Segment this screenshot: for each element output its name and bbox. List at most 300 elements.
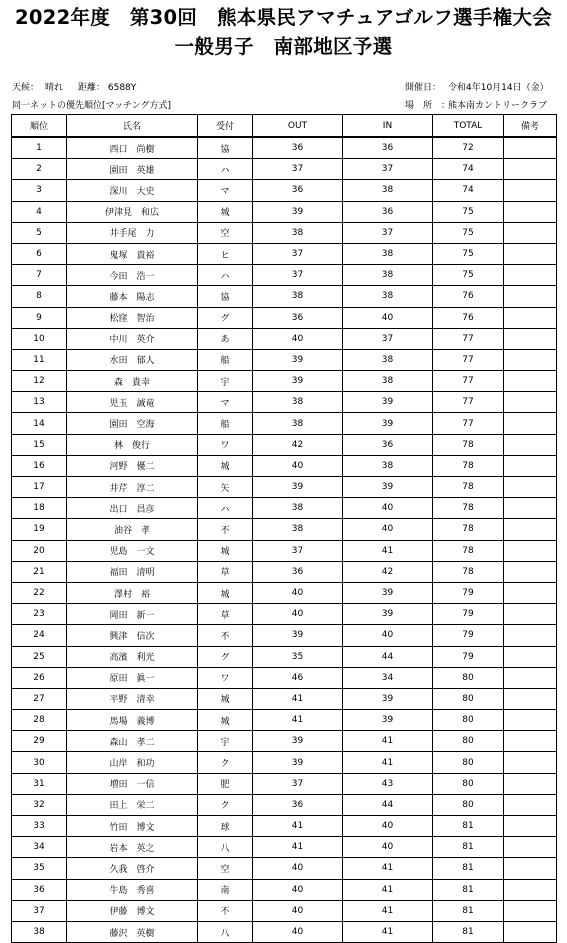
in-score-cell: 38 <box>343 455 433 476</box>
club-cell: 球 <box>198 816 253 837</box>
player-name-cell: 岡田 新一 <box>67 604 198 625</box>
remarks-cell <box>504 307 557 328</box>
total-score-cell: 78 <box>433 498 504 519</box>
rank-cell: 24 <box>12 625 67 646</box>
total-score-cell: 79 <box>433 646 504 667</box>
club-cell: 城 <box>198 688 253 709</box>
out-score-cell: 39 <box>253 371 343 392</box>
total-score-cell: 80 <box>433 794 504 815</box>
table-row <box>12 455 557 476</box>
table-row <box>12 837 557 858</box>
table-row <box>12 180 557 201</box>
in-score-cell: 38 <box>343 371 433 392</box>
player-name-cell: 出口 昌彦 <box>67 498 198 519</box>
out-score-cell: 35 <box>253 646 343 667</box>
col-name-header: 氏名 <box>67 115 198 138</box>
table-row <box>12 561 557 582</box>
club-cell: 肥 <box>198 773 253 794</box>
in-score-cell: 36 <box>343 201 433 222</box>
club-cell: 城 <box>198 540 253 561</box>
col-remarks-header: 備考 <box>504 115 557 138</box>
total-score-cell: 75 <box>433 265 504 286</box>
in-score-cell: 39 <box>343 604 433 625</box>
club-cell: ワ <box>198 434 253 455</box>
date-label: 開催日： <box>405 83 442 93</box>
table-row <box>12 307 557 328</box>
table-row <box>12 604 557 625</box>
table-row <box>12 413 557 434</box>
club-cell: 城 <box>198 710 253 731</box>
club-cell: 城 <box>198 455 253 476</box>
rank-cell: 17 <box>12 477 67 498</box>
player-name-cell: 河野 優二 <box>67 455 198 476</box>
col-in-header: IN <box>343 115 433 138</box>
club-cell: 不 <box>198 900 253 921</box>
in-score-cell: 41 <box>343 900 433 921</box>
out-score-cell: 40 <box>253 858 343 879</box>
remarks-cell <box>504 752 557 773</box>
remarks-cell <box>504 477 557 498</box>
rank-cell: 15 <box>12 434 67 455</box>
rank-cell: 19 <box>12 519 67 540</box>
in-score-cell: 44 <box>343 646 433 667</box>
in-score-cell: 41 <box>343 752 433 773</box>
player-name-cell: 児玉 誠竜 <box>67 392 198 413</box>
remarks-cell <box>504 879 557 900</box>
remarks-cell <box>504 371 557 392</box>
remarks-cell <box>504 710 557 731</box>
rank-cell: 6 <box>12 243 67 264</box>
rank-cell: 28 <box>12 710 67 731</box>
in-score-cell: 40 <box>343 519 433 540</box>
total-score-cell: 72 <box>433 137 504 159</box>
club-cell: 空 <box>198 858 253 879</box>
out-score-cell: 40 <box>253 604 343 625</box>
remarks-cell <box>504 392 557 413</box>
table-row <box>12 710 557 731</box>
player-name-cell: 馬場 義博 <box>67 710 198 731</box>
table-row <box>12 921 557 942</box>
rank-cell: 34 <box>12 837 67 858</box>
club-cell: 宇 <box>198 371 253 392</box>
total-score-cell: 77 <box>433 371 504 392</box>
course-distance: 距離： 6588Y <box>78 83 137 93</box>
table-row <box>12 900 557 921</box>
player-name-cell: 油谷 孝 <box>67 519 198 540</box>
total-score-cell: 79 <box>433 625 504 646</box>
player-name-cell: 松窪 智治 <box>67 307 198 328</box>
player-name-cell: 今田 浩一 <box>67 265 198 286</box>
player-name-cell: 西口 尚樹 <box>67 137 198 159</box>
player-name-cell: 澤村 裕 <box>67 582 198 603</box>
out-score-cell: 40 <box>253 921 343 942</box>
remarks-cell <box>504 328 557 349</box>
in-score-cell: 37 <box>343 159 433 180</box>
in-score-cell: 40 <box>343 307 433 328</box>
remarks-cell <box>504 858 557 879</box>
in-score-cell: 37 <box>343 328 433 349</box>
club-cell: 協 <box>198 137 253 159</box>
table-row <box>12 392 557 413</box>
in-score-cell: 39 <box>343 392 433 413</box>
player-name-cell: 原田 眞一 <box>67 667 198 688</box>
table-row <box>12 349 557 370</box>
total-score-cell: 77 <box>433 392 504 413</box>
remarks-cell <box>504 561 557 582</box>
club-cell: グ <box>198 307 253 328</box>
in-score-cell: 39 <box>343 688 433 709</box>
table-row <box>12 265 557 286</box>
total-score-cell: 76 <box>433 307 504 328</box>
rank-cell: 37 <box>12 900 67 921</box>
in-score-cell: 41 <box>343 921 433 942</box>
remarks-cell <box>504 265 557 286</box>
player-name-cell: 藤本 陽志 <box>67 286 198 307</box>
club-cell: ハ <box>198 498 253 519</box>
in-score-cell: 38 <box>343 286 433 307</box>
club-cell: 城 <box>198 582 253 603</box>
out-score-cell: 41 <box>253 837 343 858</box>
remarks-cell <box>504 159 557 180</box>
rank-cell: 38 <box>12 921 67 942</box>
in-score-cell: 38 <box>343 180 433 201</box>
player-name-cell: 増田 一信 <box>67 773 198 794</box>
total-score-cell: 81 <box>433 816 504 837</box>
total-score-cell: 78 <box>433 540 504 561</box>
rank-cell: 30 <box>12 752 67 773</box>
table-row <box>12 498 557 519</box>
table-row <box>12 328 557 349</box>
club-cell: 船 <box>198 413 253 434</box>
player-name-cell: 田上 栄二 <box>67 794 198 815</box>
club-cell: 八 <box>198 837 253 858</box>
club-cell: 不 <box>198 519 253 540</box>
table-row <box>12 752 557 773</box>
table-row <box>12 434 557 455</box>
table-row <box>12 582 557 603</box>
col-total-header: TOTAL <box>433 115 504 138</box>
remarks-cell <box>504 286 557 307</box>
club-cell: ハ <box>198 159 253 180</box>
total-score-cell: 78 <box>433 434 504 455</box>
out-score-cell: 36 <box>253 307 343 328</box>
in-score-cell: 42 <box>343 561 433 582</box>
in-score-cell: 38 <box>343 349 433 370</box>
in-score-cell: 41 <box>343 540 433 561</box>
total-score-cell: 81 <box>433 879 504 900</box>
table-row <box>12 477 557 498</box>
table-row <box>12 879 557 900</box>
total-score-cell: 79 <box>433 604 504 625</box>
venue-name: 熊本南カントリークラブ <box>448 101 548 111</box>
in-score-cell: 41 <box>343 731 433 752</box>
remarks-cell <box>504 137 557 159</box>
out-score-cell: 38 <box>253 286 343 307</box>
club-cell: 八 <box>198 921 253 942</box>
total-score-cell: 81 <box>433 921 504 942</box>
player-name-cell: 園田 空海 <box>67 413 198 434</box>
player-name-cell: 井手尾 力 <box>67 222 198 243</box>
table-row <box>12 159 557 180</box>
table-row <box>12 646 557 667</box>
out-score-cell: 46 <box>253 667 343 688</box>
table-row <box>12 625 557 646</box>
total-score-cell: 81 <box>433 900 504 921</box>
out-score-cell: 39 <box>253 731 343 752</box>
club-cell: 城 <box>198 201 253 222</box>
out-score-cell: 38 <box>253 519 343 540</box>
player-name-cell: 園田 英雄 <box>67 159 198 180</box>
total-score-cell: 81 <box>433 858 504 879</box>
table-row <box>12 794 557 815</box>
rank-cell: 13 <box>12 392 67 413</box>
in-score-cell: 36 <box>343 434 433 455</box>
player-name-cell: 井芹 淳二 <box>67 477 198 498</box>
rank-cell: 22 <box>12 582 67 603</box>
rank-cell: 9 <box>12 307 67 328</box>
out-score-cell: 39 <box>253 477 343 498</box>
remarks-cell <box>504 646 557 667</box>
out-score-cell: 42 <box>253 434 343 455</box>
total-score-cell: 77 <box>433 328 504 349</box>
remarks-cell <box>504 519 557 540</box>
player-name-cell: 伊津見 和広 <box>67 201 198 222</box>
rank-cell: 23 <box>12 604 67 625</box>
total-score-cell: 80 <box>433 710 504 731</box>
in-score-cell: 40 <box>343 498 433 519</box>
total-score-cell: 75 <box>433 243 504 264</box>
in-score-cell: 40 <box>343 816 433 837</box>
remarks-cell <box>504 201 557 222</box>
out-score-cell: 39 <box>253 201 343 222</box>
in-score-cell: 40 <box>343 837 433 858</box>
total-score-cell: 77 <box>433 349 504 370</box>
out-score-cell: 38 <box>253 498 343 519</box>
table-row <box>12 243 557 264</box>
table-row <box>12 773 557 794</box>
out-score-cell: 38 <box>253 392 343 413</box>
in-score-cell: 39 <box>343 413 433 434</box>
club-cell: ク <box>198 794 253 815</box>
venue-label: 場 所 ： <box>405 101 451 111</box>
out-score-cell: 37 <box>253 243 343 264</box>
total-score-cell: 81 <box>433 837 504 858</box>
rank-cell: 16 <box>12 455 67 476</box>
total-score-cell: 80 <box>433 667 504 688</box>
remarks-cell <box>504 413 557 434</box>
out-score-cell: 39 <box>253 349 343 370</box>
club-cell: ハ <box>198 265 253 286</box>
total-score-cell: 75 <box>433 201 504 222</box>
club-cell: 不 <box>198 625 253 646</box>
player-name-cell: 藤沢 英樹 <box>67 921 198 942</box>
in-score-cell: 38 <box>343 265 433 286</box>
in-score-cell: 37 <box>343 222 433 243</box>
player-name-cell: 牛島 秀喜 <box>67 879 198 900</box>
page-title: 2022年度 第30回 熊本県民アマチュアゴルフ選手権大会 <box>14 6 553 29</box>
remarks-cell <box>504 604 557 625</box>
out-score-cell: 41 <box>253 688 343 709</box>
rank-cell: 10 <box>12 328 67 349</box>
out-score-cell: 39 <box>253 625 343 646</box>
club-cell: ク <box>198 752 253 773</box>
total-score-cell: 74 <box>433 159 504 180</box>
table-row <box>12 201 557 222</box>
col-rank-header: 順位 <box>12 115 67 138</box>
remarks-cell <box>504 498 557 519</box>
club-cell: 草 <box>198 604 253 625</box>
rank-cell: 33 <box>12 816 67 837</box>
club-cell: あ <box>198 328 253 349</box>
table-row <box>12 222 557 243</box>
remarks-cell <box>504 180 557 201</box>
club-cell: 草 <box>198 561 253 582</box>
club-cell: 南 <box>198 879 253 900</box>
in-score-cell: 39 <box>343 710 433 731</box>
player-name-cell: 児島 一文 <box>67 540 198 561</box>
rank-cell: 5 <box>12 222 67 243</box>
out-score-cell: 36 <box>253 137 343 159</box>
total-score-cell: 74 <box>433 180 504 201</box>
rank-cell: 25 <box>12 646 67 667</box>
total-score-cell: 80 <box>433 731 504 752</box>
table-row <box>12 731 557 752</box>
rank-cell: 11 <box>12 349 67 370</box>
in-score-cell: 39 <box>343 477 433 498</box>
club-cell: 船 <box>198 349 253 370</box>
remarks-cell <box>504 816 557 837</box>
remarks-cell <box>504 773 557 794</box>
in-score-cell: 40 <box>343 625 433 646</box>
player-name-cell: 水田 郁人 <box>67 349 198 370</box>
total-score-cell: 80 <box>433 752 504 773</box>
in-score-cell: 39 <box>343 582 433 603</box>
rank-cell: 35 <box>12 858 67 879</box>
out-score-cell: 37 <box>253 159 343 180</box>
player-name-cell: 伊藤 博文 <box>67 900 198 921</box>
club-cell: ワ <box>198 667 253 688</box>
table-row <box>12 519 557 540</box>
remarks-cell <box>504 540 557 561</box>
player-name-cell: 深川 大史 <box>67 180 198 201</box>
out-score-cell: 38 <box>253 222 343 243</box>
total-score-cell: 78 <box>433 519 504 540</box>
club-cell: ヒ <box>198 243 253 264</box>
player-name-cell: 高濱 利光 <box>67 646 198 667</box>
in-score-cell: 41 <box>343 858 433 879</box>
out-score-cell: 39 <box>253 752 343 773</box>
rank-cell: 21 <box>12 561 67 582</box>
out-score-cell: 38 <box>253 413 343 434</box>
player-name-cell: 興津 信次 <box>67 625 198 646</box>
remarks-cell <box>504 921 557 942</box>
tiebreak-rule: 同一ネットの優先順位[マッチング方式] <box>12 101 172 111</box>
rank-cell: 4 <box>12 201 67 222</box>
in-score-cell: 41 <box>343 879 433 900</box>
in-score-cell: 44 <box>343 794 433 815</box>
total-score-cell: 78 <box>433 455 504 476</box>
player-name-cell: 中川 英介 <box>67 328 198 349</box>
total-score-cell: 75 <box>433 222 504 243</box>
player-name-cell: 久我 啓介 <box>67 858 198 879</box>
player-name-cell: 鬼塚 貴裕 <box>67 243 198 264</box>
remarks-cell <box>504 582 557 603</box>
rank-cell: 7 <box>12 265 67 286</box>
out-score-cell: 37 <box>253 773 343 794</box>
rank-cell: 8 <box>12 286 67 307</box>
remarks-cell <box>504 667 557 688</box>
total-score-cell: 78 <box>433 477 504 498</box>
rank-cell: 2 <box>12 159 67 180</box>
rank-cell: 18 <box>12 498 67 519</box>
out-score-cell: 36 <box>253 794 343 815</box>
out-score-cell: 37 <box>253 265 343 286</box>
col-club-header: 受付 <box>198 115 253 138</box>
rank-cell: 12 <box>12 371 67 392</box>
total-score-cell: 78 <box>433 561 504 582</box>
rank-cell: 20 <box>12 540 67 561</box>
in-score-cell: 38 <box>343 243 433 264</box>
out-score-cell: 36 <box>253 180 343 201</box>
out-score-cell: 40 <box>253 582 343 603</box>
player-name-cell: 林 俊行 <box>67 434 198 455</box>
rank-cell: 36 <box>12 879 67 900</box>
total-score-cell: 76 <box>433 286 504 307</box>
club-cell: マ <box>198 180 253 201</box>
rank-cell: 29 <box>12 731 67 752</box>
table-row <box>12 858 557 879</box>
out-score-cell: 40 <box>253 879 343 900</box>
out-score-cell: 36 <box>253 561 343 582</box>
table-row <box>12 286 557 307</box>
player-name-cell: 森山 孝二 <box>67 731 198 752</box>
player-name-cell: 福田 清明 <box>67 561 198 582</box>
in-score-cell: 34 <box>343 667 433 688</box>
rank-cell: 3 <box>12 180 67 201</box>
col-out-header: OUT <box>253 115 343 138</box>
remarks-cell <box>504 900 557 921</box>
remarks-cell <box>504 837 557 858</box>
total-score-cell: 77 <box>433 413 504 434</box>
total-score-cell: 80 <box>433 688 504 709</box>
table-row <box>12 371 557 392</box>
out-score-cell: 41 <box>253 710 343 731</box>
remarks-cell <box>504 731 557 752</box>
remarks-cell <box>504 434 557 455</box>
remarks-cell <box>504 688 557 709</box>
table-row <box>12 540 557 561</box>
table-row <box>12 688 557 709</box>
player-name-cell: 岩本 英之 <box>67 837 198 858</box>
page-subtitle: 一般男子 南部地区予選 <box>174 35 393 58</box>
in-score-cell: 43 <box>343 773 433 794</box>
total-score-cell: 80 <box>433 773 504 794</box>
in-score-cell: 36 <box>343 137 433 159</box>
rank-cell: 1 <box>12 137 67 159</box>
results-table <box>11 114 557 943</box>
weather-value: 晴れ <box>45 83 64 93</box>
table-row <box>12 816 557 837</box>
out-score-cell: 41 <box>253 816 343 837</box>
out-score-cell: 37 <box>253 540 343 561</box>
remarks-cell <box>504 625 557 646</box>
total-score-cell: 79 <box>433 582 504 603</box>
weather-label: 天候： <box>12 83 40 93</box>
remarks-cell <box>504 455 557 476</box>
club-cell: 空 <box>198 222 253 243</box>
rank-cell: 31 <box>12 773 67 794</box>
club-cell: 協 <box>198 286 253 307</box>
